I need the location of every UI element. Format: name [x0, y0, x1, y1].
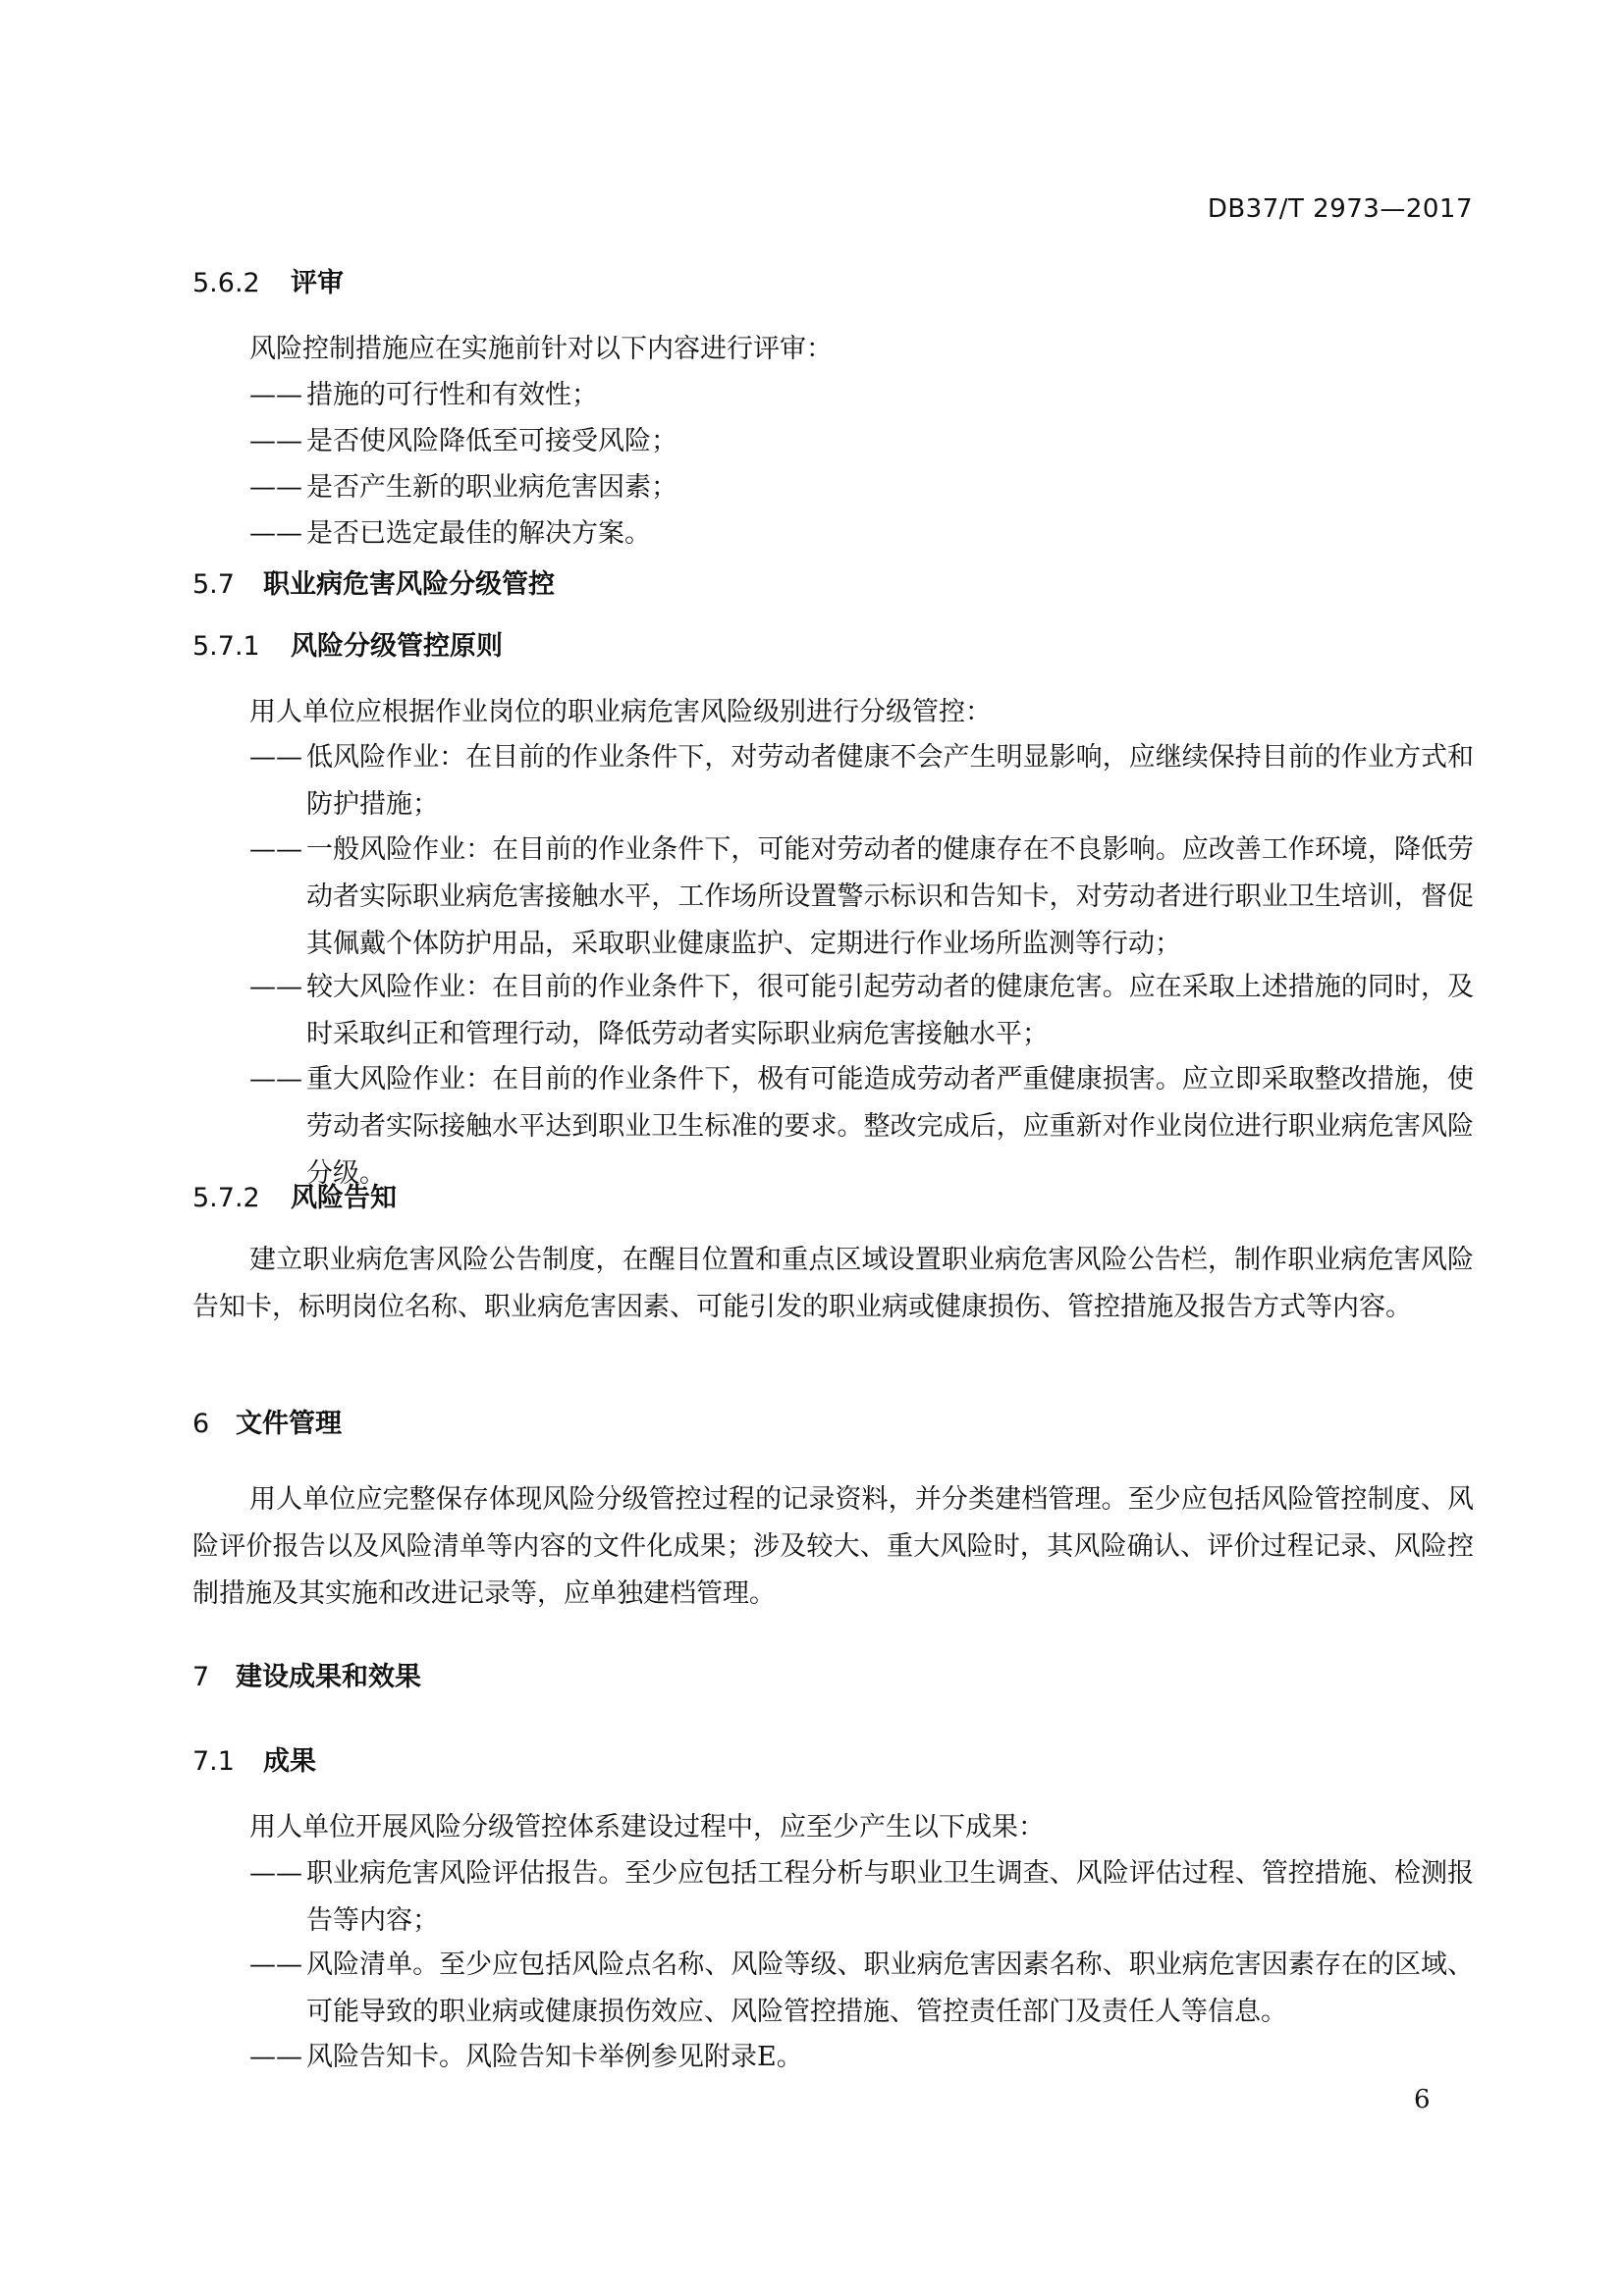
- paragraph: 用人单位开展风险分级管控体系建设过程中，应至少产生以下成果：: [249, 1812, 1045, 1842]
- page-number: 6: [1414, 2085, 1431, 2114]
- section-title: 风险告知: [291, 1183, 397, 1213]
- list-item: —— 是否已选定最佳的解决方案。: [249, 518, 651, 549]
- section-number: 6: [192, 1409, 210, 1439]
- section-title: 成果: [263, 1746, 316, 1777]
- list-item: —— 重大风险作业：在目前的作业条件下，极有可能造成劳动者严重健康损害。应立即采取整改措施，使劳动者实际接触水平达到职业卫生标准的要求。整改完成后，应重新对作业岗位进行职业病危害风险分级。: [249, 1064, 1474, 1189]
- section-number: 5.7.2: [192, 1183, 260, 1213]
- list-item: —— 风险清单。至少应包括风险点名称、风险等级、职业病危害因素名称、职业病危害因素存在的区域、可能导致的职业病或健康损伤效应、风险管控措施、管控责任部门及责任人等信息。: [249, 1949, 1474, 2027]
- section-number: 7.1: [192, 1746, 235, 1777]
- paragraph: 建立职业病危害风险公告制度，在醒目位置和重点区域设置职业病危害风险公告栏，制作职业病危害风险告知卡，标明岗位名称、职业病危害因素、可能引发的职业病或健康损伤、管控措施及报告方式等内容。: [192, 1245, 1474, 1322]
- section-number: 7: [192, 1662, 210, 1692]
- heading-7-1: [192, 1739, 316, 1778]
- heading-5-6-2: [192, 261, 344, 299]
- heading-5-7-1: [192, 624, 503, 663]
- paragraph: 风险控制措施应在实施前针对以下内容进行评审：: [249, 334, 833, 364]
- heading-5-7-2: [192, 1176, 397, 1214]
- list-item: —— 一般风险作业：在目前的作业条件下，可能对劳动者的健康存在不良影响。应改善工作环境，降低劳动者实际职业病危害接触水平，工作场所设置警示标识和告知卡，对劳动者进行职业卫生培训，督促其佩戴个体防护用品，采取职业健康监护、定期进行作业场所监测等行动；: [249, 834, 1474, 959]
- section-number: 5.6.2: [192, 268, 260, 298]
- list-item: —— 职业病危害风险评估报告。至少应包括工程分析与职业卫生调查、风险评估过程、管控措施、检测报告等内容；: [249, 1858, 1474, 1936]
- section-title: 风险分级管控原则: [291, 631, 503, 662]
- list-item: —— 风险告知卡。风险告知卡举例参见附录E。: [249, 2042, 803, 2072]
- section-title: 文件管理: [236, 1409, 342, 1439]
- section-title: 职业病危害风险分级管控: [263, 569, 555, 600]
- list-item: —— 较大风险作业：在目前的作业条件下，很可能引起劳动者的健康危害。应在采取上述措施的同时，及时采取纠正和管理行动，降低劳动者实际职业病危害接触水平；: [249, 972, 1474, 1049]
- heading-6: [192, 1402, 342, 1440]
- section-title: 评审: [291, 268, 344, 298]
- list-item: —— 措施的可行性和有效性；: [249, 380, 598, 410]
- list-item: —— 低风险作业：在目前的作业条件下，对劳动者健康不会产生明显影响，应继续保持目前的作业方式和防护措施；: [249, 742, 1474, 820]
- paragraph: 用人单位应完整保存体现风险分级管控过程的记录资料，并分类建档管理。至少应包括风险管控制度、风险评价报告以及风险清单等内容的文件化成果；涉及较大、重大风险时，其风险确认、评价过程记录、风险控制措施及其实施和改进记录等，应单独建档管理。: [192, 1484, 1474, 1609]
- heading-7: [192, 1655, 421, 1693]
- heading-5-7: [192, 562, 555, 601]
- paragraph: 用人单位应根据作业岗位的职业病危害风险级别进行分级管控：: [249, 697, 992, 727]
- section-number: 5.7: [192, 569, 235, 600]
- document-code: DB37/T 2973—2017: [1207, 194, 1473, 224]
- list-item: —— 是否产生新的职业病危害因素；: [249, 472, 677, 503]
- section-number: 5.7.1: [192, 631, 260, 662]
- section-title: 建设成果和效果: [236, 1662, 421, 1692]
- list-item: —— 是否使风险降低至可接受风险；: [249, 426, 677, 456]
